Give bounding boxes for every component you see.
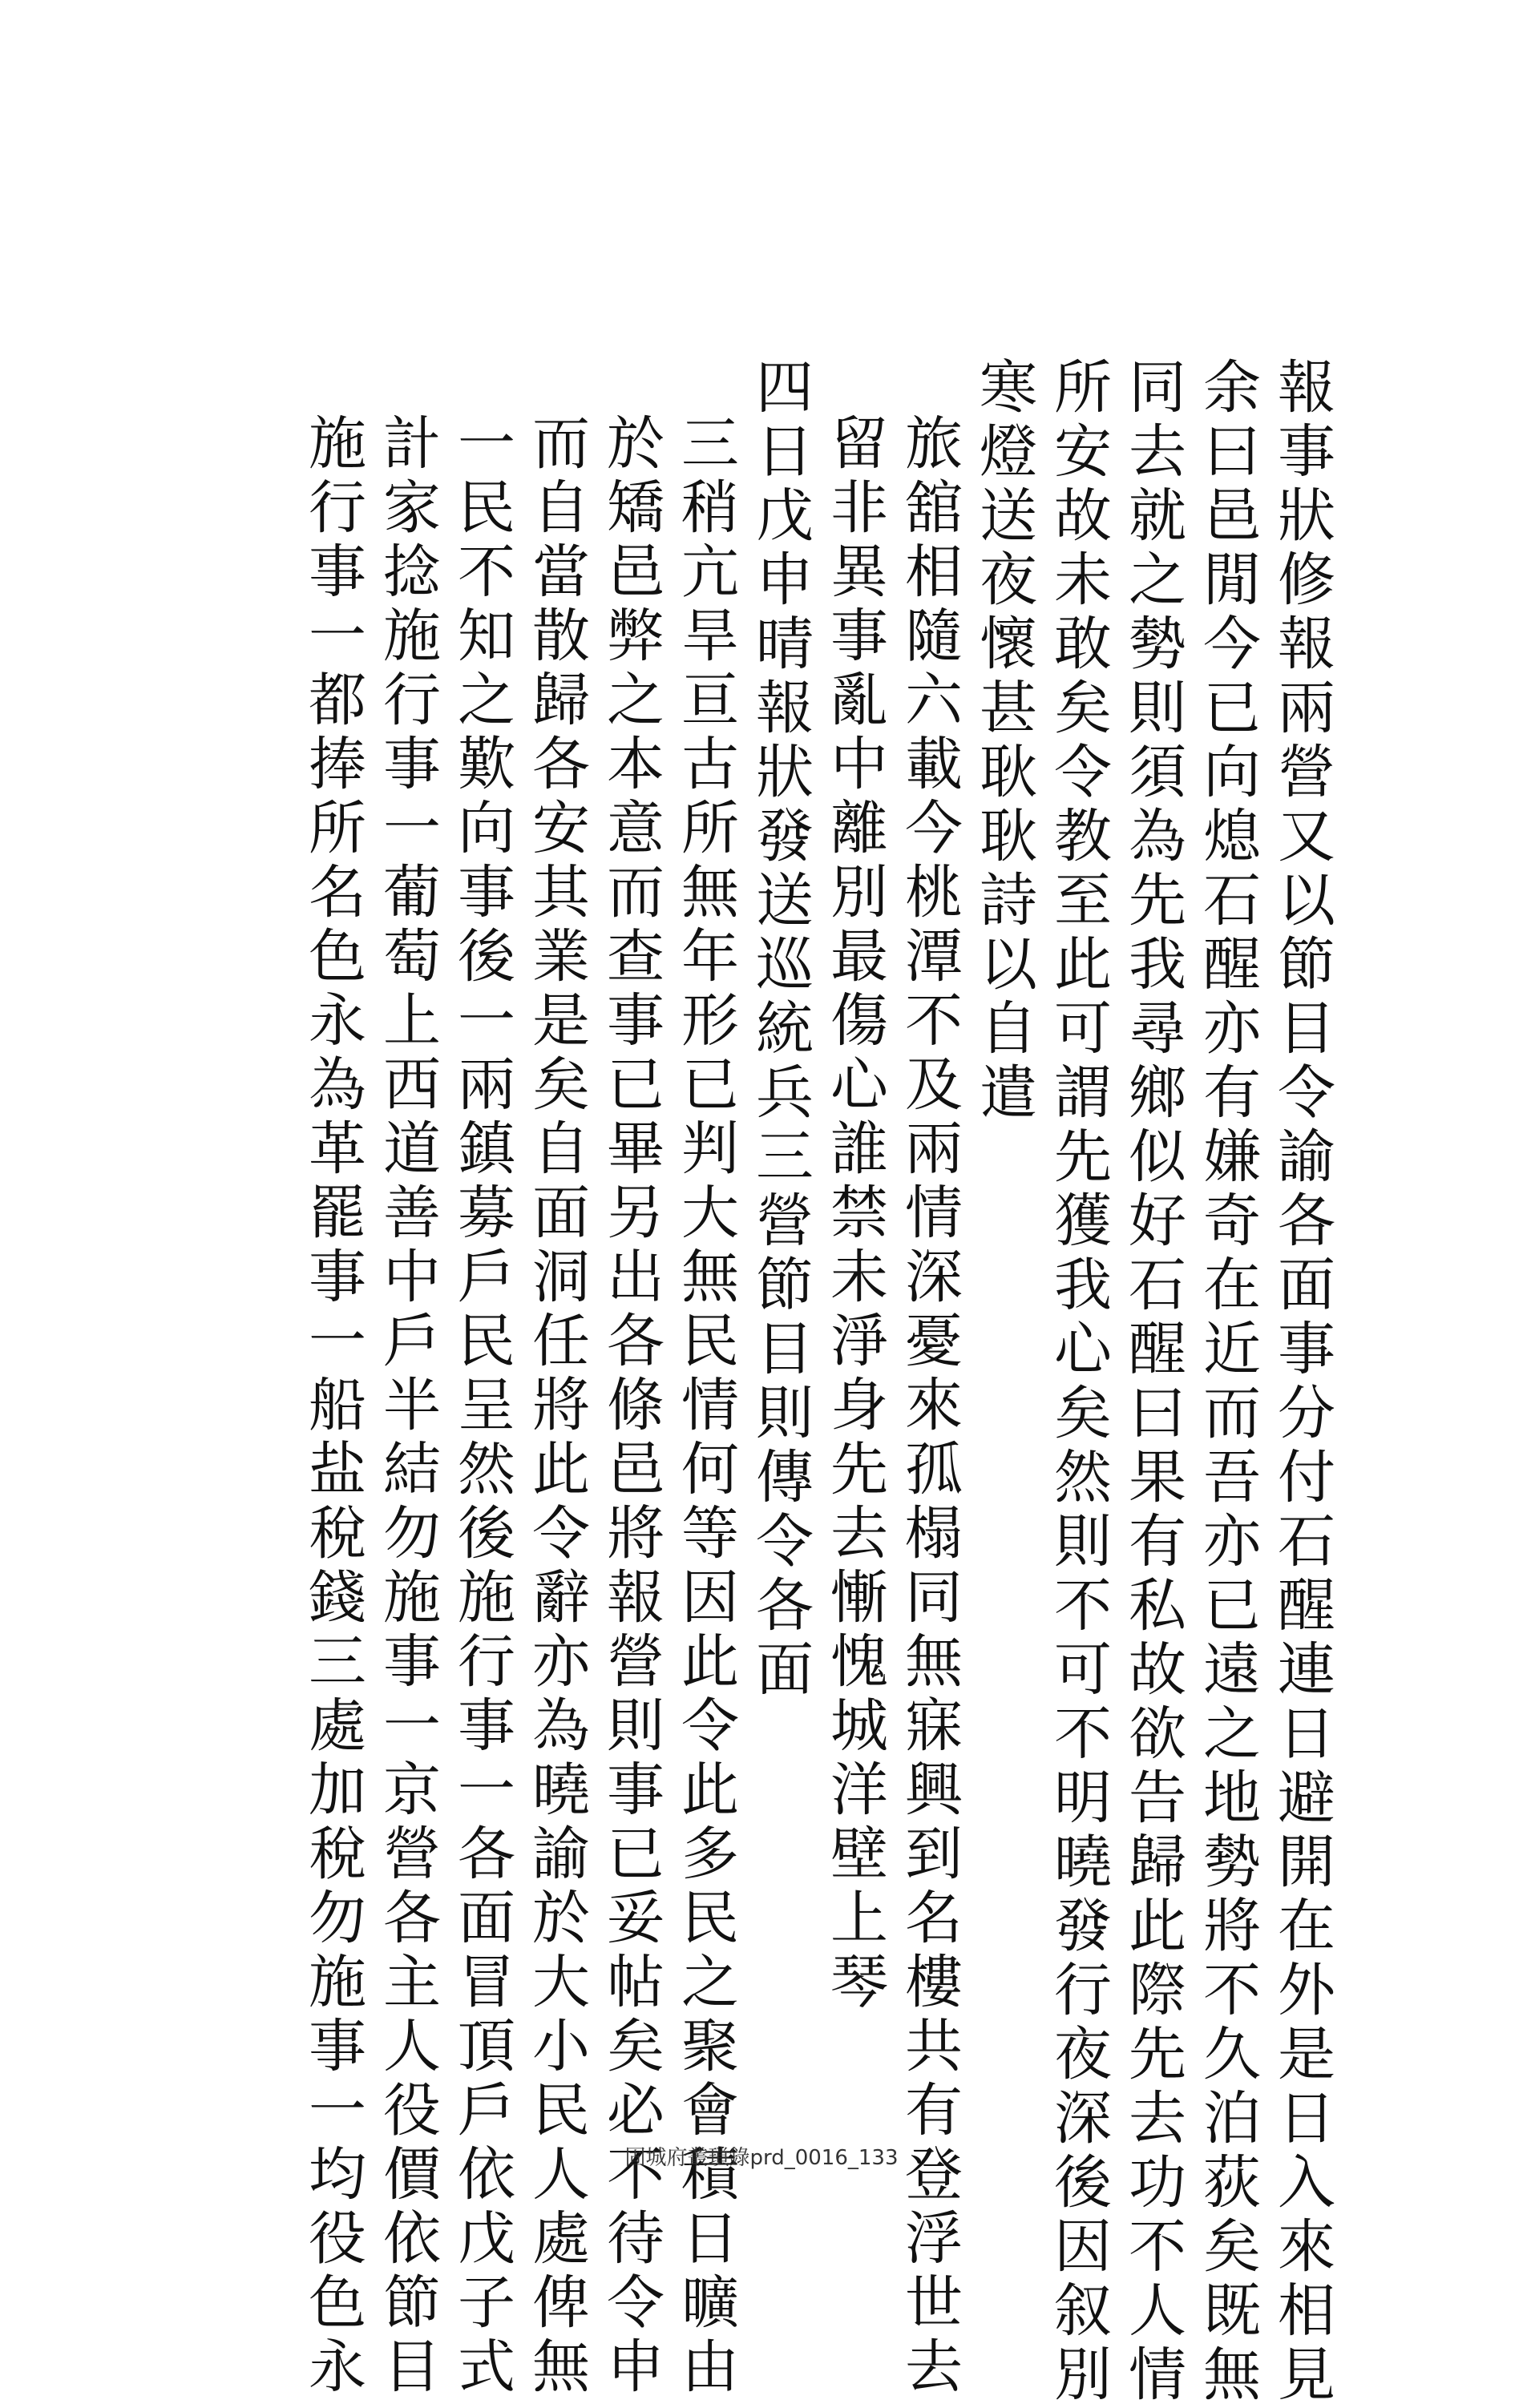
entry-heading-column: 四日戊申晴報狀發送巡統兵三營節目則傳令各面	[746, 357, 814, 1703]
text-column: 余曰邑閒今已向熄石醒亦有嫌奇在近而吾亦已遠之地勢將不久泊荻矣既無	[1194, 357, 1261, 2408]
text-column: 而自當散歸各安其業是矣自面洞任將此令辭亦為曉諭於大小民人處俾無	[523, 413, 590, 2400]
text-column: 三稍亢旱亘古所無年形已判大無民情何等因此令此多民之聚會積日曠由	[672, 413, 739, 2400]
poem-column: 留非異事亂中離別最傷心誰禁未淨身先去慚愧城洋壁上琴	[821, 413, 888, 2015]
text-column: 施行事一都捧所名色永為革罷事一船盐稅錢三處加稅勿施事一均役色永	[299, 413, 366, 2400]
poem-column: 旅舘相隨六載今桃潭不及兩情深憂來孤榻同無寐興到名樓共有登浮世去	[895, 413, 963, 2400]
text-column: 計家捻施行事一葡萄上西道善中戶半結勿施事一京營各主人役價依節目	[374, 413, 441, 2400]
text-column: 於矯邑弊之本意而查事已畢另出各條邑將報營則事已妥帖矣必不待令申	[597, 413, 665, 2400]
text-column: 同去就之勢則須為先我尋鄉似好石醒曰果有私故欲告歸此際先去功不人情	[1119, 357, 1186, 2408]
text-column: 所安故未敢矣令教至此可謂先獲我心矣然則不可不明曉發行夜深後因叙別	[1044, 357, 1112, 2408]
page-footer-caption: 固城府叢瑣錄prd_0016_133	[624, 2146, 899, 2170]
text-column: 報事狀修報兩營又以節目令諭各面事分付石醒連日避開在外是日入來相見	[1268, 357, 1335, 2408]
text-column: 一民不知之歎向事後一兩鎮募戶民呈然後施行事一各面冒頂戶依戊子式	[448, 413, 515, 2400]
text-column: 寒燈送夜懷甚耿耿詩以自遣	[970, 357, 1037, 1126]
